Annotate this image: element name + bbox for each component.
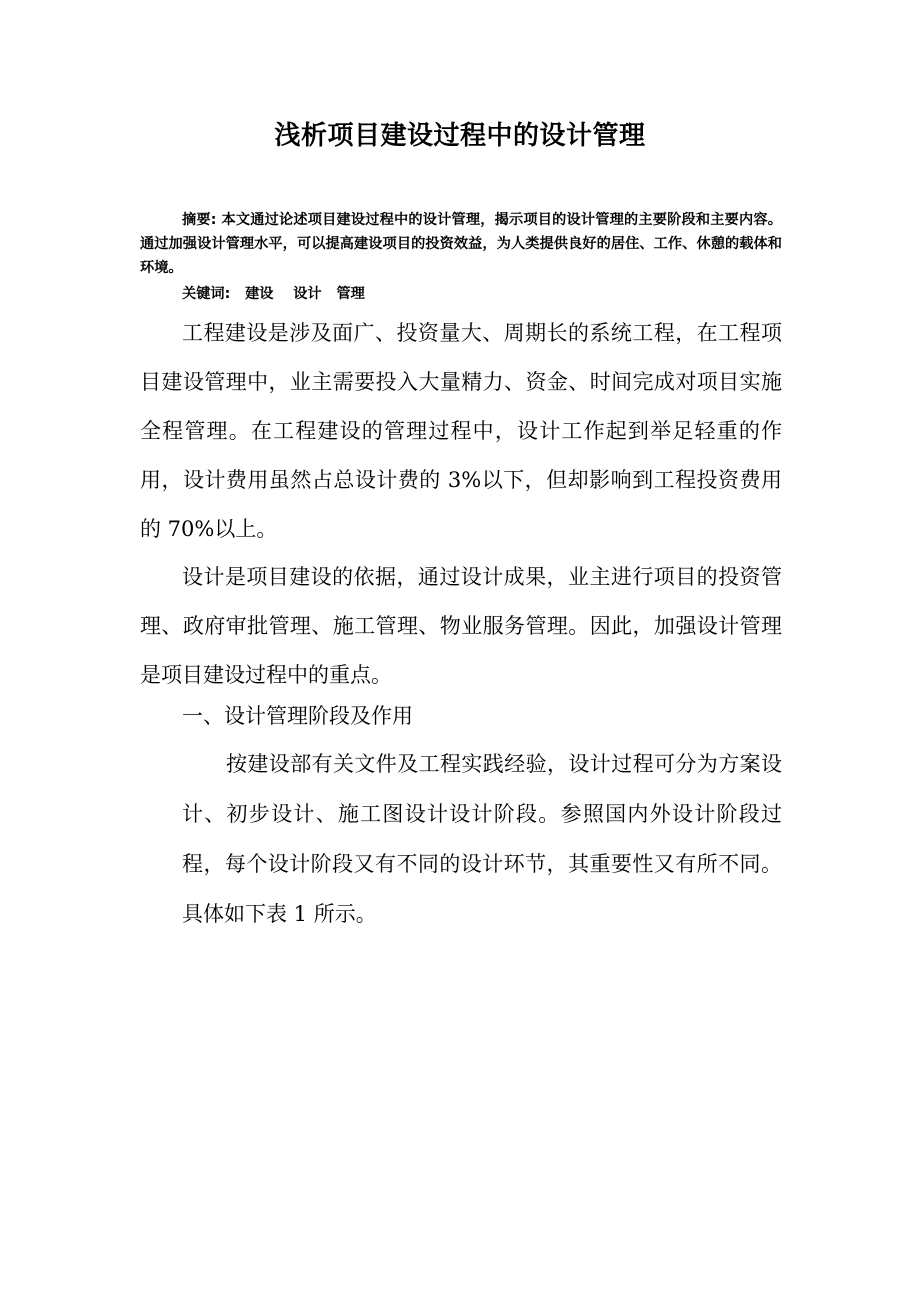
body-paragraph: 工程建设是涉及面广、投资量大、周期长的系统工程，在工程项目建设管理中，业主需要投入大量精力、资金、时间完成对项目实施全程管理。在工程建设的管理过程中，设计工作起到举足轻重的作用，设计费用虽然占总设计费的 3%以下，但却影响到工程投资费用的 70%以上。	[140, 321, 782, 541]
keyword-item: 建设	[245, 286, 274, 302]
section-paragraph: 按建设部有关文件及工程实践经验，设计过程可分为方案设计、初步设计、施工图设计设计阶段。参照国内外设计阶段过程，每个设计阶段又有不同的设计环节，其重要性又有所不同。具体如下表 1 所示。	[182, 752, 782, 926]
section-heading: 一、设计管理阶段及作用	[182, 704, 413, 728]
keyword-item: 管理	[336, 286, 365, 302]
body-paragraph: 设计是项目建设的依据，通过设计成果，业主进行项目的投资管理、政府审批管理、施工管理、物业服务管理。因此，加强设计管理是项目建设过程中的重点。	[140, 565, 782, 687]
keywords-line	[182, 282, 782, 306]
abstract-paragraph: 摘要: 本文通过论述项目建设过程中的设计管理，揭示项目的设计管理的主要阶段和主要内容。通过加强设计管理水平，可以提高建设项目的投资效益，为人类提供良好的居住、工作、休憩的载体和环境。	[140, 212, 782, 276]
keywords-label: 关键词:	[182, 286, 231, 302]
keyword-item: 设计	[293, 286, 322, 302]
document-title: 浅析项目建设过程中的设计管理	[274, 121, 646, 151]
